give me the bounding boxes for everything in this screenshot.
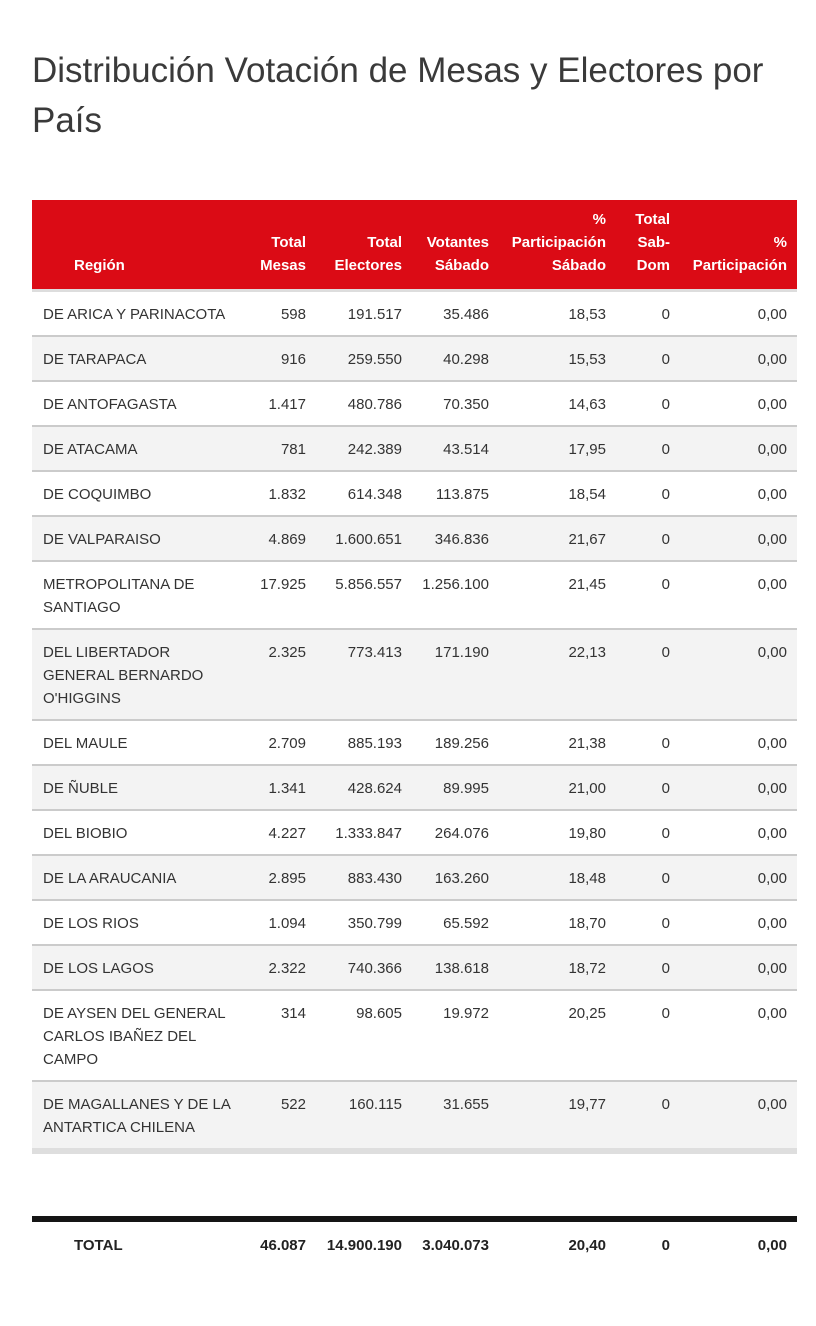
cell-votantes-sabado: 138.618 [434, 960, 489, 977]
cell-participacion: 0,00 [757, 1005, 787, 1022]
cell-participacion-sabado: 19,80 [568, 825, 606, 842]
cell-region: DE LOS RIOS [43, 915, 139, 932]
table-row [32, 561, 797, 629]
table-body [32, 291, 797, 1152]
cell-total-electores: 773.413 [347, 644, 402, 661]
cell-total-electores: 5.856.557 [335, 576, 402, 593]
cell-participacion: 0,00 [757, 441, 787, 458]
cell-total-mesas: 4.869 [268, 531, 306, 548]
cell-participacion-sabado: 18,70 [568, 915, 606, 932]
cell-total-electores: 883.430 [347, 870, 402, 887]
cell-participacion-sabado: 17,95 [568, 441, 606, 458]
col-header-participacion-sabado: % Participación Sábado [499, 200, 616, 291]
table-row [32, 945, 797, 990]
cell-region: DE MAGALLANES Y DE LA ANTARTICA CHILENA [43, 1096, 231, 1136]
table-row [32, 1081, 797, 1151]
cell-total-electores: 191.517 [347, 306, 402, 323]
cell-participacion: 0,00 [757, 486, 787, 503]
spacer-cell [32, 1151, 797, 1219]
cell-total-electores: 98.605 [356, 1005, 402, 1022]
cell-total-sab-dom: 0 [661, 825, 670, 842]
cell-total-sab-dom: 0 [661, 870, 670, 887]
cell-total-sab-dom: 0 [661, 576, 670, 593]
cell-total-mesas: 1.341 [268, 780, 306, 797]
cell-participacion-sabado: 21,38 [568, 735, 606, 752]
spacer-row [32, 1151, 797, 1219]
cell-votantes-sabado: 40.298 [443, 351, 489, 368]
cell-participacion-sabado: 15,53 [568, 351, 606, 368]
table-row [32, 381, 797, 426]
table-row [32, 855, 797, 900]
cell-total-sab-dom: 0 [661, 396, 670, 413]
cell-votantes-sabado: 31.655 [443, 1096, 489, 1113]
cell-votantes-sabado: 70.350 [443, 396, 489, 413]
cell-total-mesas: 2.322 [268, 960, 306, 977]
table-row [32, 471, 797, 516]
cell-participacion-sabado: 21,00 [568, 780, 606, 797]
cell-total-electores: 614.348 [347, 486, 402, 503]
cell-total-electores: 740.366 [347, 960, 402, 977]
total-participacion-sabado: 20,40 [499, 1219, 616, 1269]
cell-region: DE ÑUBLE [43, 780, 119, 797]
cell-region: DEL BIOBIO [43, 825, 128, 842]
cell-region: DE ARICA Y PARINACOTA [43, 306, 226, 323]
cell-total-sab-dom: 0 [661, 1096, 670, 1113]
cell-votantes-sabado: 189.256 [434, 735, 489, 752]
cell-total-electores: 1.600.651 [335, 531, 402, 548]
cell-region: DE ANTOFAGASTA [43, 396, 177, 413]
table-header-row [32, 200, 797, 291]
total-participacion: 0,00 [680, 1219, 797, 1269]
cell-participacion: 0,00 [757, 870, 787, 887]
cell-total-mesas: 314 [280, 1005, 306, 1022]
table-row [32, 516, 797, 561]
table-row [32, 426, 797, 471]
cell-total-electores: 259.550 [347, 351, 402, 368]
table-row [32, 720, 797, 765]
cell-votantes-sabado: 1.256.100 [422, 576, 489, 593]
cell-participacion: 0,00 [757, 1096, 787, 1113]
total-sab-dom: 0 [616, 1219, 680, 1269]
cell-total-electores: 885.193 [347, 735, 402, 752]
table-row [32, 810, 797, 855]
cell-total-mesas: 2.709 [268, 735, 306, 752]
total-label: TOTAL [32, 1219, 247, 1269]
cell-participacion: 0,00 [757, 780, 787, 797]
cell-total-mesas: 1.094 [268, 915, 306, 932]
table-row [32, 336, 797, 381]
cell-total-sab-dom: 0 [661, 644, 670, 661]
cell-total-mesas: 2.895 [268, 870, 306, 887]
cell-votantes-sabado: 264.076 [434, 825, 489, 842]
cell-total-sab-dom: 0 [661, 1005, 670, 1022]
cell-region: DE ATACAMA [43, 441, 138, 458]
cell-total-electores: 1.333.847 [335, 825, 402, 842]
cell-participacion: 0,00 [757, 351, 787, 368]
col-header-total-mesas: Total Mesas [247, 200, 316, 291]
cell-votantes-sabado: 43.514 [443, 441, 489, 458]
cell-region: DE LOS LAGOS [43, 960, 154, 977]
cell-votantes-sabado: 89.995 [443, 780, 489, 797]
cell-participacion: 0,00 [757, 960, 787, 977]
table-row [32, 291, 797, 337]
cell-participacion-sabado: 14,63 [568, 396, 606, 413]
cell-votantes-sabado: 346.836 [434, 531, 489, 548]
cell-votantes-sabado: 19.972 [443, 1005, 489, 1022]
cell-total-mesas: 2.325 [268, 644, 306, 661]
cell-total-electores: 242.389 [347, 441, 402, 458]
total-mesas: 46.087 [247, 1219, 316, 1269]
cell-votantes-sabado: 65.592 [443, 915, 489, 932]
table-row [32, 629, 797, 720]
cell-participacion: 0,00 [757, 396, 787, 413]
cell-votantes-sabado: 171.190 [434, 644, 489, 661]
cell-total-electores: 480.786 [347, 396, 402, 413]
total-electores: 14.900.190 [316, 1219, 412, 1269]
cell-total-mesas: 1.417 [268, 396, 306, 413]
cell-participacion: 0,00 [757, 576, 787, 593]
cell-total-sab-dom: 0 [661, 531, 670, 548]
cell-participacion: 0,00 [757, 306, 787, 323]
cell-region: METROPOLITANA DE SANTIAGO [43, 576, 195, 616]
page-title: Distribución Votación de Mesas y Electores por País [32, 51, 764, 140]
cell-participacion-sabado: 22,13 [568, 644, 606, 661]
cell-total-mesas: 4.227 [268, 825, 306, 842]
cell-participacion-sabado: 21,45 [568, 576, 606, 593]
cell-total-sab-dom: 0 [661, 441, 670, 458]
cell-total-sab-dom: 0 [661, 735, 670, 752]
cell-votantes-sabado: 35.486 [443, 306, 489, 323]
table-row [32, 990, 797, 1081]
col-header-votantes-sabado: Votantes Sábado [412, 200, 499, 291]
cell-votantes-sabado: 163.260 [434, 870, 489, 887]
cell-region: DE LA ARAUCANIA [43, 870, 177, 887]
cell-total-electores: 428.624 [347, 780, 402, 797]
col-header-participacion: % Participación [680, 200, 797, 291]
cell-total-sab-dom: 0 [661, 486, 670, 503]
cell-participacion: 0,00 [757, 531, 787, 548]
cell-total-sab-dom: 0 [661, 306, 670, 323]
col-header-total-sab-dom: Total Sab-Dom [616, 200, 680, 291]
cell-total-mesas: 1.832 [268, 486, 306, 503]
total-votantes-sabado: 3.040.073 [412, 1219, 499, 1269]
total-row [32, 1219, 797, 1269]
cell-region: DEL MAULE [43, 735, 128, 752]
cell-total-mesas: 598 [280, 306, 306, 323]
cell-total-mesas: 17.925 [260, 576, 306, 593]
cell-participacion-sabado: 18,53 [568, 306, 606, 323]
cell-region: DE VALPARAISO [43, 531, 161, 548]
cell-total-electores: 350.799 [347, 915, 402, 932]
cell-participacion: 0,00 [757, 825, 787, 842]
table-row [32, 900, 797, 945]
cell-region: DE COQUIMBO [43, 486, 152, 503]
cell-region: DE TARAPACA [43, 351, 147, 368]
col-header-region: Región [32, 200, 247, 291]
cell-region: DEL LIBERTADOR GENERAL BERNARDO O'HIGGINS [43, 644, 204, 707]
col-header-total-electores: Total Electores [316, 200, 412, 291]
cell-total-sab-dom: 0 [661, 960, 670, 977]
cell-participacion-sabado: 18,54 [568, 486, 606, 503]
table-row [32, 765, 797, 810]
cell-total-sab-dom: 0 [661, 915, 670, 932]
cell-votantes-sabado: 113.875 [435, 486, 489, 503]
cell-participacion-sabado: 18,72 [568, 960, 606, 977]
cell-participacion-sabado: 19,77 [568, 1096, 606, 1113]
cell-total-mesas: 522 [280, 1096, 306, 1113]
distribution-table [32, 200, 797, 1269]
cell-participacion: 0,00 [757, 915, 787, 932]
cell-participacion-sabado: 21,67 [568, 531, 606, 548]
cell-total-mesas: 916 [280, 351, 306, 368]
cell-participacion: 0,00 [757, 644, 787, 661]
cell-total-mesas: 781 [280, 441, 306, 458]
cell-participacion-sabado: 20,25 [568, 1005, 606, 1022]
cell-participacion: 0,00 [757, 735, 787, 752]
cell-total-electores: 160.115 [348, 1096, 402, 1113]
cell-participacion-sabado: 18,48 [568, 870, 606, 887]
cell-total-sab-dom: 0 [661, 351, 670, 368]
cell-total-sab-dom: 0 [661, 780, 670, 797]
cell-region: DE AYSEN DEL GENERAL CARLOS IBAÑEZ DEL CAMPO [43, 1005, 226, 1068]
